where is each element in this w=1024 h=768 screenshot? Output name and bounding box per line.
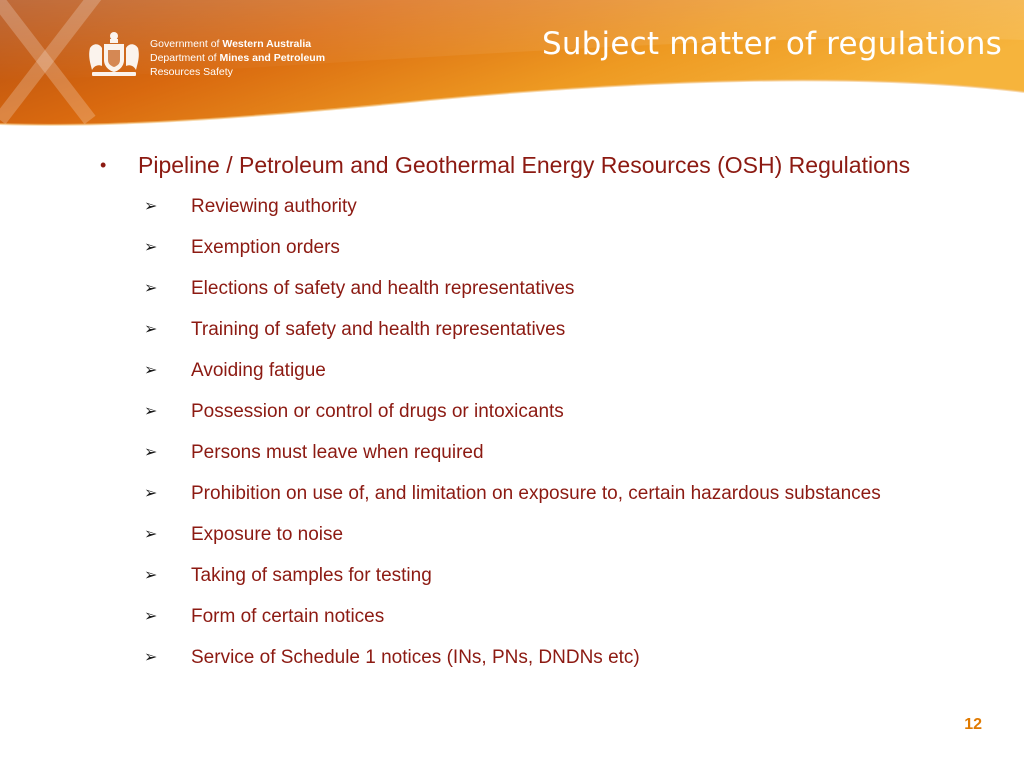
- arrow-bullet-icon: ➢: [144, 198, 158, 215]
- government-logo: [80, 30, 380, 84]
- sub-bullet-text: Form of certain notices: [191, 606, 385, 627]
- sub-bullet-text: Exposure to noise: [191, 524, 344, 545]
- sub-bullet-text: Exemption orders: [191, 237, 340, 258]
- sub-bullet-text: Possession or control of drugs or intoxicants: [191, 401, 564, 422]
- arrow-bullet-icon: ➢: [144, 649, 158, 666]
- sub-bullet-text: Taking of samples for testing: [191, 565, 432, 586]
- page-number: 12: [964, 716, 982, 733]
- slide-title: Subject matter of regulations: [541, 26, 1002, 62]
- sub-bullet-text: Prohibition on use of, and limitation on exposure to, certain hazardous substances: [191, 483, 881, 504]
- sub-bullet-item: [144, 480, 980, 507]
- logo-line-department: Department of Mines and Petroleum: [150, 52, 326, 64]
- sub-bullet-list: [100, 193, 980, 671]
- sub-bullet-item: [144, 644, 980, 671]
- logo-line-division: Resources Safety: [150, 66, 233, 78]
- sub-bullet-item: [144, 193, 980, 220]
- sub-bullet-item: [144, 316, 980, 343]
- content-body: [100, 150, 980, 685]
- arrow-bullet-icon: ➢: [144, 239, 158, 256]
- sub-bullet-text: Persons must leave when required: [191, 442, 484, 463]
- coat-of-arms-icon: [84, 30, 144, 78]
- arrow-bullet-icon: ➢: [144, 321, 158, 338]
- sub-bullet-text: Service of Schedule 1 notices (INs, PNs, DNDNs etc): [191, 647, 640, 668]
- sub-bullet-item: [144, 357, 980, 384]
- arrow-bullet-icon: ➢: [144, 362, 158, 379]
- sub-bullet-item: [144, 275, 980, 302]
- sub-bullet-item: [144, 521, 980, 548]
- sub-bullet-text: Training of safety and health representatives: [191, 319, 566, 340]
- sub-bullet-item: [144, 603, 980, 630]
- bullet-dot-icon: •: [100, 155, 107, 175]
- arrow-bullet-icon: ➢: [144, 444, 158, 461]
- sub-bullet-text: Reviewing authority: [191, 196, 357, 217]
- sub-bullet-item: [144, 398, 980, 425]
- sub-bullet-text: Avoiding fatigue: [191, 360, 326, 381]
- arrow-bullet-icon: ➢: [144, 280, 158, 297]
- sub-bullet-item: [144, 439, 980, 466]
- arrow-bullet-icon: ➢: [144, 485, 158, 502]
- arrow-bullet-icon: ➢: [144, 526, 158, 543]
- logo-line-government: Government of Western Australia: [150, 38, 312, 50]
- sub-bullet-item: [144, 562, 980, 589]
- arrow-bullet-icon: ➢: [144, 608, 158, 625]
- sub-bullet-text: Elections of safety and health representatives: [191, 278, 575, 299]
- arrow-bullet-icon: ➢: [144, 403, 158, 420]
- main-bullet-text: Pipeline / Petroleum and Geothermal Energy Resources (OSH) Regulations: [138, 152, 911, 178]
- arrow-bullet-icon: ➢: [144, 567, 158, 584]
- sub-bullet-item: [144, 234, 980, 261]
- main-bullet: [100, 150, 980, 181]
